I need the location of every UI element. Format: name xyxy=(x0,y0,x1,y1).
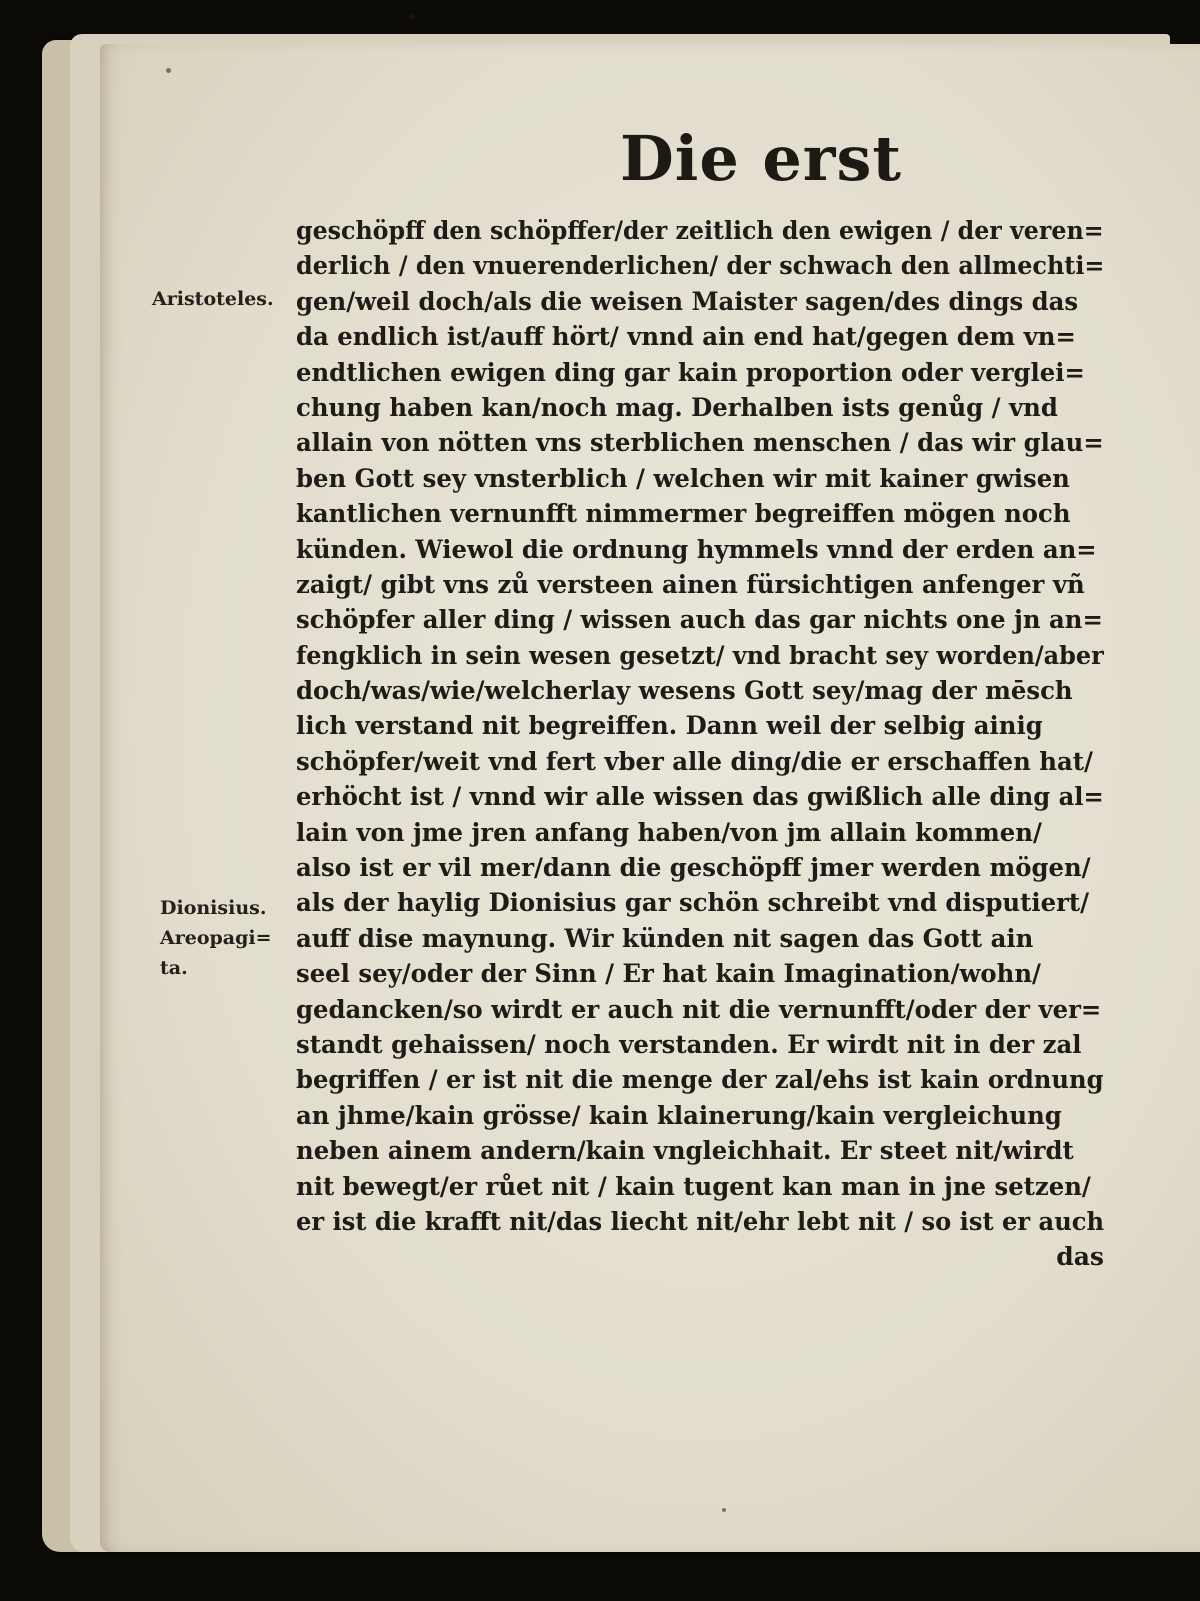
body-text xyxy=(296,213,1126,1275)
text-line: als der haylig Dionisius gar schön schreibt vnd disputiert/ xyxy=(296,888,1090,918)
ink-blemish xyxy=(410,14,415,19)
text-line: lich verstand nit begreiffen. Dann weil der selbig ainig xyxy=(296,711,1043,741)
margin-note-dionisius-line: ta. xyxy=(160,957,188,979)
text-line: allain von nötten vns sterblichen menschen / das wir glau= xyxy=(296,428,1104,458)
text-line: da endlich ist/auff hört/ vnnd ain end hat/gegen dem vn= xyxy=(296,322,1076,352)
margin-note-dionisius xyxy=(160,893,272,983)
text-line: erhöcht ist / vnnd wir alle wissen das gwißlich alle ding al= xyxy=(296,782,1104,812)
text-line: endtlichen ewigen ding gar kain proportion oder verglei= xyxy=(296,357,1085,387)
text-line: schöpfer/weit vnd fert vber alle ding/die er erschaffen hat/ xyxy=(296,746,1093,776)
text-line: standt gehaissen/ noch verstanden. Er wirdt nit in der zal xyxy=(296,1029,1082,1059)
text-line: zaigt/ gibt vns zů versteen ainen fürsichtigen anfenger vñ xyxy=(296,569,1085,599)
margin-note-aristoteles: Aristoteles. xyxy=(152,288,274,310)
text-line: derlich / den vnuerenderlichen/ der schwach den allmechti= xyxy=(296,251,1104,281)
text-line: seel sey/oder der Sinn / Er hat kain Imagination/wohn/ xyxy=(296,959,1041,989)
ink-blemish xyxy=(166,68,171,73)
text-line: nit bewegt/er růet nit / kain tugent kan man in jne setzen/ xyxy=(296,1171,1091,1201)
text-line: an jhme/kain grösse/ kain klainerung/kain vergleichung xyxy=(296,1100,1062,1130)
text-line: kantlichen vernunfft nimmermer begreiffen mögen noch xyxy=(296,499,1071,529)
ink-blemish xyxy=(722,1508,726,1512)
text-line: ben Gott sey vnsterblich / welchen wir mit kainer gwisen xyxy=(296,463,1070,493)
text-line: chung haben kan/noch mag. Derhalben ists genůg / vnd xyxy=(296,392,1058,422)
text-line: fengklich in sein wesen gesetzt/ vnd bracht sey worden/aber xyxy=(296,640,1104,670)
text-line: lain von jme jren anfang haben/von jm allain kommen/ xyxy=(296,817,1042,847)
text-line: begriffen / er ist nit die menge der zal/ehs ist kain ordnung xyxy=(296,1065,1104,1095)
text-line: künden. Wiewol die ordnung hymmels vnnd der erden an= xyxy=(296,534,1097,564)
text-line: gedancken/so wirdt er auch nit die vernunfft/oder der ver= xyxy=(296,994,1102,1024)
text-line: geschöpff den schöpffer/der zeitlich den ewigen / der veren= xyxy=(296,216,1104,245)
text-line: neben ainem andern/kain vngleichhait. Er steet nit/wirdt xyxy=(296,1136,1074,1166)
text-line: schöpfer aller ding / wissen auch das gar nichts one jn an= xyxy=(296,605,1103,635)
margin-note-dionisius-line: Areopagi= xyxy=(160,927,272,949)
margin-note-dionisius-line: Dionisius. xyxy=(160,897,267,919)
text-line: gen/weil doch/als die weisen Maister sagen/des dings das xyxy=(296,286,1079,316)
text-line: also ist er vil mer/dann die geschöpff jmer werden mögen/ xyxy=(296,853,1091,883)
page-heading: Die erst xyxy=(620,122,903,195)
text-line: auff dise maynung. Wir künden nit sagen das Gott ain xyxy=(296,923,1034,953)
catchword: das xyxy=(1056,1242,1104,1272)
text-line: er ist die krafft nit/das liecht nit/ehr lebt nit / so ist er auch xyxy=(296,1206,1104,1236)
text-line: doch/was/wie/welcherlay wesens Gott sey/mag der mēsch xyxy=(296,676,1073,706)
